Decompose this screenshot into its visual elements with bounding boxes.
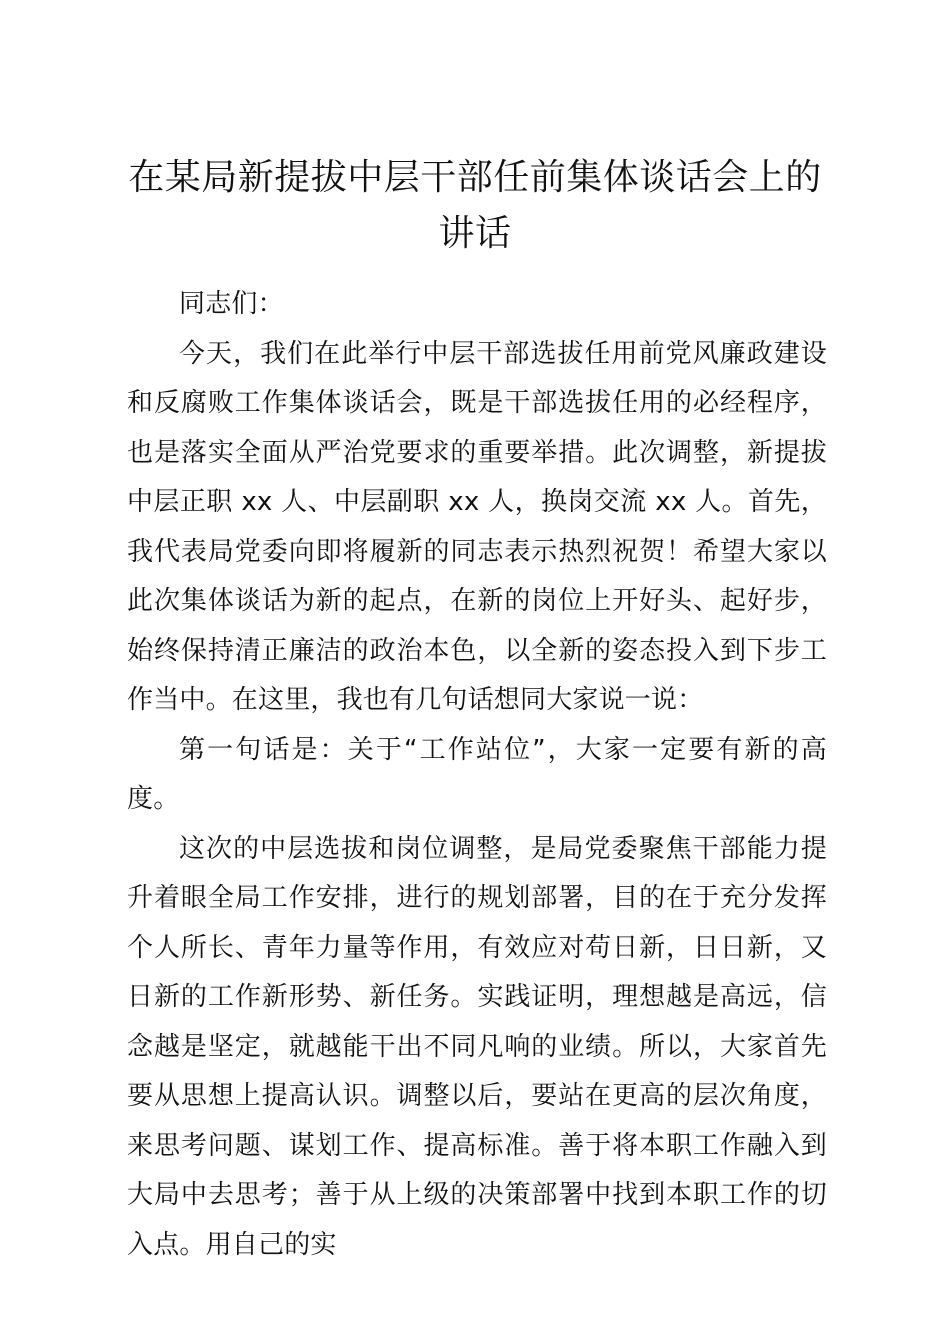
paragraph-section-1: 这次的中层选拔和岗位调整，是局党委聚焦干部能力提升着眼全局工作安排，进行的规划部署，目的在于充分发挥个人所长、青年力量等作用，有效应对苟日新，日日新，又日新的工作新形势、新任务。实践证明，理想越是高远，信念越是坚定，就越能干出不同凡响的业绩。所以，大家首先要从思想上提高认识。调整以后，要站在更高的层次角度，来思考问题、谋划工作、提高标准。善于将本职工作融入到大局中去思考；善于从上级的决策部署中找到本职工作的切入点。用自己的实 bbox=[127, 833, 827, 1260]
paragraph-heading-1: 第一句话是：关于“工作站位”，大家一定要有新的高度。 bbox=[127, 734, 827, 814]
document-body bbox=[127, 280, 827, 1270]
paragraph-intro: 今天，我们在此举行中层干部选拔任用前党风廉政建设和反腐败工作集体谈话会，既是干部选拔任用的必经程序，也是落实全面从严治党要求的重要举措。此次调整，新提拔中层正职 xx 人、中层副职 xx 人，换岗交流 xx 人。首先，我代表局党委向即将履新的同志表示热烈祝贺！希望大家以此次集体谈话为新的起点，在新的岗位上开好头、起好步，始终保持清正廉洁的政治本色，以全新的姿态投入到下步工作当中。在这里，我也有几句话想同大家说一说： bbox=[127, 338, 827, 715]
salutation: 同志们： bbox=[179, 289, 284, 319]
document-title: 在某局新提拔中层干部任前集体谈话会上的讲话 bbox=[128, 157, 822, 254]
